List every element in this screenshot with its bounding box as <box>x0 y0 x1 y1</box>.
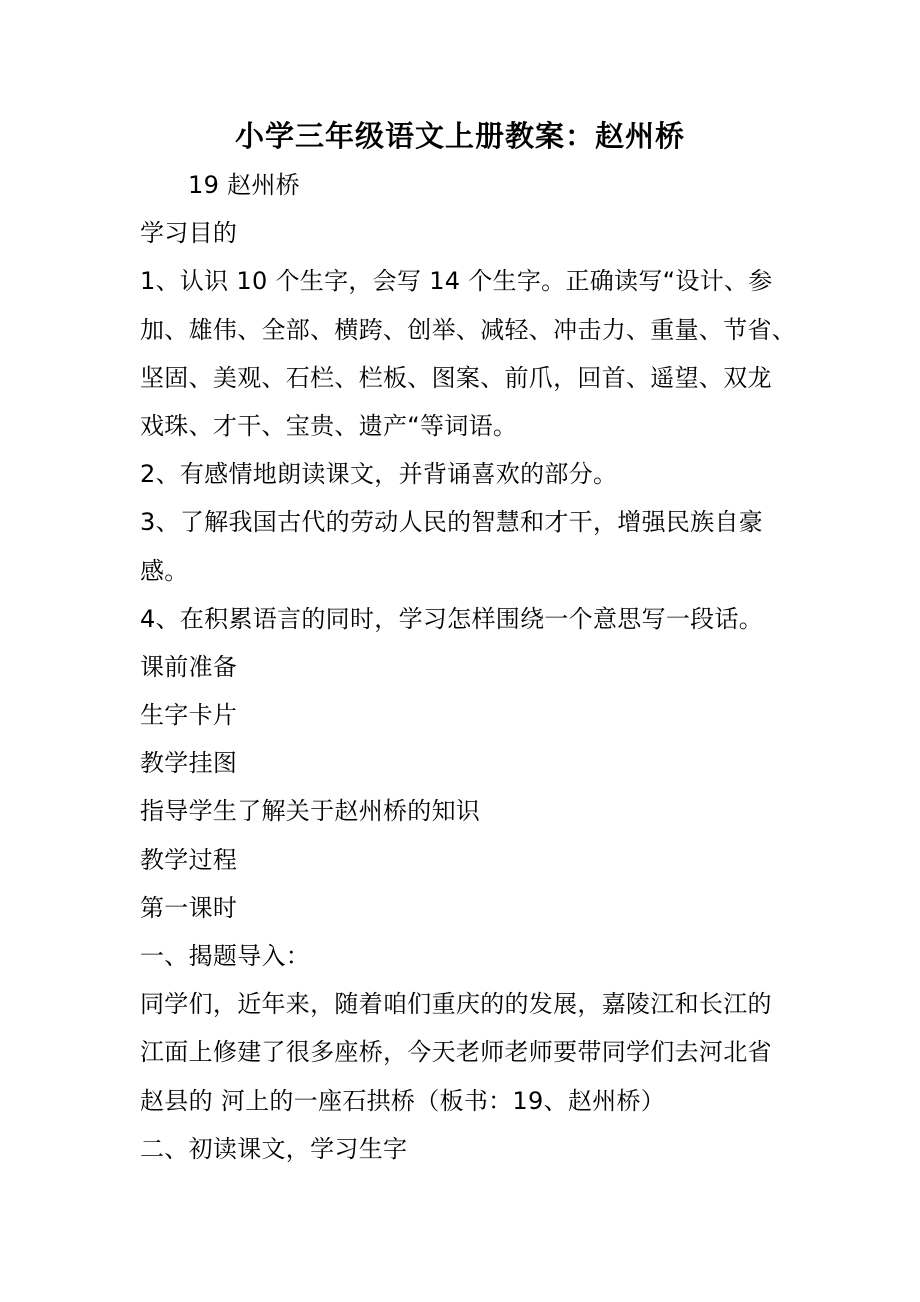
objective-1-cont: 加、雄伟、全部、横跨、创举、减轻、冲击力、重量、节省、 <box>140 315 797 344</box>
section-heading-objectives: 学习目的 <box>140 219 238 248</box>
preparation-item: 指导学生了解关于赵州桥的知识 <box>140 797 481 826</box>
objective-4: 4、在积累语言的同时，学习怎样围绕一个意思写一段话。 <box>140 604 764 633</box>
section-heading-process: 教学过程 <box>140 845 238 874</box>
document-body <box>140 161 800 1173</box>
paragraph-line: 赵县的 河上的一座石拱桥（板书：19、赵州桥） <box>140 1086 666 1115</box>
objective-1-cont: 戏珠、才干、宝贵、遗产“等词语。 <box>140 411 518 440</box>
objective-1-cont: 坚固、美观、石栏、栏板、图案、前爪，回首、遥望、双龙 <box>140 363 772 392</box>
objective-1: 1、认识 10 个生字，会写 14 个生字。正确读写“设计、参 <box>140 267 773 296</box>
preparation-item: 生字卡片 <box>140 701 238 730</box>
document-title: 小学三年级语文上册教案：赵州桥 <box>234 119 685 153</box>
section-heading-preparation: 课前准备 <box>140 652 238 681</box>
lesson-period-heading: 第一课时 <box>140 893 238 922</box>
objective-2: 2、有感情地朗读课文，并背诵喜欢的部分。 <box>140 460 618 489</box>
lesson-heading: 19 赵州桥 <box>188 171 300 199</box>
preparation-item: 教学挂图 <box>140 749 238 778</box>
objective-3-cont: 感。 <box>140 556 189 585</box>
step-heading-2: 二、初读课文，学习生字 <box>140 1134 408 1163</box>
paragraph-line: 江面上修建了很多座桥，今天老师老师要带同学们去河北省 <box>140 1038 772 1067</box>
step-heading-1: 一、揭题导入： <box>140 942 311 970</box>
paragraph-line: 同学们，近年来，随着咱们重庆的的发展，嘉陵江和长江的 <box>140 990 772 1019</box>
objective-3: 3、了解我国古代的劳动人民的智慧和才干，增强民族自豪 <box>140 508 764 537</box>
